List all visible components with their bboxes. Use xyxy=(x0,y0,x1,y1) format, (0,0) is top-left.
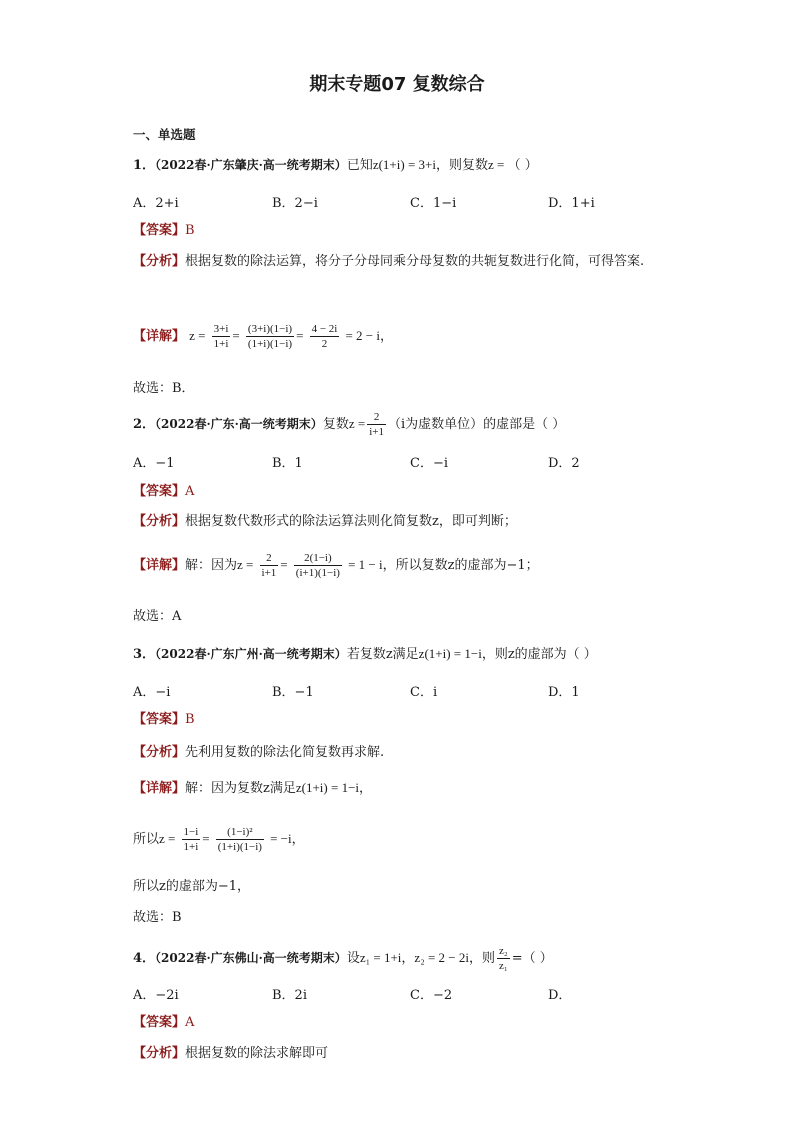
fraction-denominator: z₁ xyxy=(499,960,508,972)
analysis-tag: 【分析】 xyxy=(133,1046,186,1061)
question-1-answer xyxy=(133,222,195,240)
fraction-numerator: 2 xyxy=(260,551,279,566)
answer-tag: 【答案】 xyxy=(133,712,186,727)
option-d: D．1 xyxy=(548,685,580,700)
stem-math: z₁ = 1+i xyxy=(359,950,402,965)
fraction-numerator: 2(1−i) xyxy=(294,551,342,566)
question-3-analysis xyxy=(133,744,384,762)
fraction xyxy=(260,551,279,580)
stem-text: =（ ） xyxy=(511,951,553,966)
question-number: 1． xyxy=(133,158,156,173)
question-3-stem xyxy=(133,645,597,664)
stem-text: ，则z的虚部为（ ） xyxy=(481,647,597,662)
analysis-tag: 【分析】 xyxy=(133,254,186,269)
question-3-detail xyxy=(133,779,372,798)
question-4-stem xyxy=(133,944,553,973)
section-heading: 一、单选题 xyxy=(133,127,196,142)
fraction xyxy=(497,944,510,973)
fraction xyxy=(246,322,294,351)
answer-value: A xyxy=(185,1015,195,1030)
fraction-numerator: z₂ xyxy=(499,945,508,957)
detail-tag: 【详解】 xyxy=(133,781,186,796)
question-number: 3． xyxy=(133,647,156,662)
question-source: （2022春·广东佛山·高一统考期末） xyxy=(155,951,347,965)
question-3-derivation: 所以z = $\frac{1-i}{1+i}$ = $\frac{\text{(1−i)²}}{(1+i)(1-i)}$ = −i， xyxy=(133,826,305,853)
question-1-analysis xyxy=(133,249,663,275)
option-c: C．1−i xyxy=(410,196,457,211)
analysis-text: 根据复数的除法运算，将分子分母同乘分母复数的共轭复数进行化简，可得答案. xyxy=(185,254,645,269)
stem-text: ，则复数 xyxy=(435,158,488,173)
analysis-text: 根据复数的除法求解即可 xyxy=(185,1046,329,1061)
question-number: 4． xyxy=(133,951,156,966)
option-a: A．−i xyxy=(133,685,171,700)
fraction-numerator: 3+i xyxy=(213,323,229,335)
question-2-detail: 【详解】解：因为z = $\frac{2}{i+1}$ = $\frac{2(1-i)}{(i+1)(1-i)}$ = 1 − i，所以复数z的虚部为−1； xyxy=(133,552,539,579)
detail-tag: 【详解】 xyxy=(133,329,186,344)
question-source: （2022春·广东肇庆·高一统考期末） xyxy=(155,158,347,172)
stem-math: z(1+i) = 3+i xyxy=(372,157,436,172)
fraction-denominator: 2 xyxy=(321,338,328,350)
stem-text: 复数 xyxy=(322,417,349,432)
fraction-denominator: i+1 xyxy=(369,426,384,438)
fraction-denominator: 1+i xyxy=(213,338,229,350)
question-number: 2． xyxy=(133,417,156,432)
analysis-tag: 【分析】 xyxy=(133,745,186,760)
option-a: A．−2i xyxy=(133,988,179,1003)
detail-text: ， xyxy=(359,781,373,796)
fraction xyxy=(212,322,231,351)
fraction xyxy=(182,825,201,854)
answer-value: A xyxy=(185,484,195,499)
stem-math: z₂ = 2 − 2i xyxy=(414,950,469,965)
fraction-denominator: i+1 xyxy=(261,567,277,579)
stem-text: ， xyxy=(401,951,415,966)
question-3-conclusion: 故选：B xyxy=(133,910,182,925)
question-4-analysis xyxy=(133,1045,328,1063)
option-b: B．−1 xyxy=(272,685,314,700)
fraction xyxy=(310,322,340,351)
option-a: A．2+i xyxy=(133,196,179,211)
question-2-analysis xyxy=(133,513,517,531)
option-d: D． xyxy=(548,988,572,1003)
option-d: D．1+i xyxy=(548,196,595,211)
detail-math: = 2 − i， xyxy=(345,328,393,343)
answer-value: B xyxy=(185,712,195,727)
fraction-denominator: (1+i)(1−i) xyxy=(217,841,262,853)
detail-math: z = xyxy=(189,328,206,343)
fraction-denominator: (1+i)(1−i) xyxy=(247,338,293,350)
stem-text: （ ） xyxy=(507,158,538,173)
detail-math: z = xyxy=(159,831,176,846)
fraction-numerator: 4 − 2i xyxy=(311,323,338,335)
fraction-numerator: 1−i xyxy=(183,826,199,838)
detail-text: 解：因为复数z满足 xyxy=(185,781,296,796)
answer-tag: 【答案】 xyxy=(133,484,186,499)
stem-math: z = xyxy=(348,416,366,431)
option-c: C．−i xyxy=(410,456,448,471)
fraction-numerator: (3+i)(1−i) xyxy=(247,323,293,335)
fraction xyxy=(294,551,342,580)
question-3-result: 所以z的虚部为−1， xyxy=(133,879,251,894)
detail-math: z(1+i) = 1−i xyxy=(295,780,360,795)
fraction-denominator: (i+1)(1−i) xyxy=(295,567,340,579)
stem-text: 若复数z满足 xyxy=(346,647,419,662)
detail-math: = 1 − i xyxy=(348,557,383,572)
option-b: B．2i xyxy=(272,988,307,1003)
question-2-answer xyxy=(133,483,194,501)
question-2-conclusion: 故选：A xyxy=(133,609,182,624)
analysis-text: 先利用复数的除法化简复数再求解. xyxy=(185,745,385,760)
detail-math: z = xyxy=(237,557,254,572)
stem-text: 设 xyxy=(346,951,360,966)
detail-text: ，所以复数z的虚部为−1； xyxy=(382,558,539,573)
question-2-stem xyxy=(133,410,565,439)
question-1-stem xyxy=(133,156,538,175)
option-b: B．2−i xyxy=(272,196,318,211)
option-a: A．−1 xyxy=(133,456,175,471)
fraction xyxy=(367,410,386,439)
answer-tag: 【答案】 xyxy=(133,223,186,238)
question-1-detail: 【详解】 z = $\frac{3+i}{1+i}$ = $\frac{(3+i)(1-i)}{(1+i)(1-i)}$ = $\frac{4 - 2i}{2}$ = 2 − i， xyxy=(133,323,393,350)
detail-tag: 【详解】 xyxy=(133,558,186,573)
answer-value: B xyxy=(185,223,195,238)
stem-math: z(1+i) = 1−i xyxy=(418,646,482,661)
stem-math: z = xyxy=(488,157,508,172)
fraction-denominator: 1+i xyxy=(183,841,199,853)
question-3-answer xyxy=(133,711,195,729)
question-4-answer xyxy=(133,1014,194,1032)
answer-tag: 【答案】 xyxy=(133,1015,186,1030)
detail-text: 所以 xyxy=(133,832,160,847)
option-c: C．i xyxy=(410,685,438,700)
question-source: （2022春·广东·高一统考期末） xyxy=(155,417,323,431)
detail-text: 解：因为 xyxy=(185,558,238,573)
analysis-text: 根据复数代数形式的除法运算法则化简复数z，即可判断； xyxy=(185,514,517,529)
question-source: （2022春·广东广州·高一统考期末） xyxy=(155,647,347,661)
option-d: D．2 xyxy=(548,456,580,471)
fraction xyxy=(216,825,264,854)
option-c: C．−2 xyxy=(410,988,453,1003)
fraction-numerator: 2 xyxy=(367,410,386,425)
page-title: 期末专题07 复数综合 xyxy=(309,74,485,95)
stem-text: 已知 xyxy=(346,158,373,173)
analysis-tag: 【分析】 xyxy=(133,514,186,529)
option-b: B．1 xyxy=(272,456,303,471)
stem-text: （i为虚数单位）的虚部是（ ） xyxy=(387,417,566,432)
detail-math: = −i， xyxy=(270,831,305,846)
question-1-conclusion: 故选：B． xyxy=(133,381,195,396)
stem-text: ，则 xyxy=(469,951,496,966)
fraction-numerator: (1−i)² xyxy=(216,825,264,840)
